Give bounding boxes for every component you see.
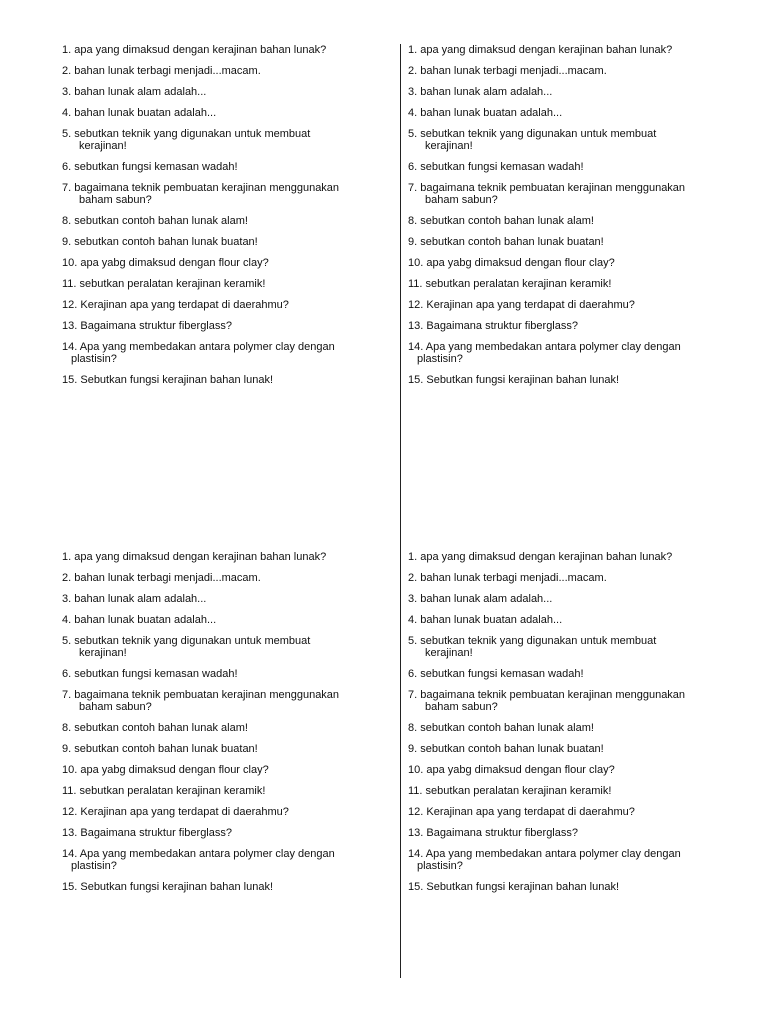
question-number: 1. <box>408 551 418 563</box>
question-number: 9. <box>62 743 72 755</box>
question-item <box>62 215 392 227</box>
question-number: 5. <box>408 128 418 140</box>
question-list <box>62 44 392 386</box>
question-number: 4. <box>408 107 418 119</box>
question-item <box>62 236 392 248</box>
question-number: 7. <box>408 689 418 701</box>
question-number: 13. <box>62 320 78 332</box>
question-number: 1. <box>408 44 418 56</box>
question-text: sebutkan fungsi kemasan wadah! <box>74 161 238 173</box>
question-number: 14. <box>408 341 424 353</box>
question-block-bottom-right <box>408 551 738 902</box>
question-item <box>408 572 738 584</box>
question-text-continuation: kerajinan! <box>425 140 473 152</box>
question-text: apa yang dimaksud dengan kerajinan bahan lunak? <box>74 551 327 563</box>
question-item <box>408 743 738 755</box>
question-number: 11. <box>62 785 77 797</box>
question-block-top-left <box>62 44 392 395</box>
question-text: sebutkan contoh bahan lunak alam! <box>420 215 594 227</box>
question-item <box>62 764 392 776</box>
question-item <box>62 743 392 755</box>
question-text: Sebutkan fungsi kerajinan bahan lunak! <box>80 881 273 893</box>
question-text: bagaimana teknik pembuatan kerajinan menggunakan <box>74 689 340 701</box>
question-item <box>408 785 738 797</box>
question-text-continuation: kerajinan! <box>79 647 127 659</box>
question-text: sebutkan fungsi kemasan wadah! <box>420 668 584 680</box>
question-text: bahan lunak buatan adalah... <box>420 614 563 626</box>
question-text: Apa yang membedakan antara polymer clay dengan <box>425 848 681 860</box>
question-text-continuation: kerajinan! <box>425 647 473 659</box>
question-text: bagaimana teknik pembuatan kerajinan menggunakan <box>420 182 686 194</box>
question-text: sebutkan teknik yang digunakan untuk membuat <box>420 635 657 647</box>
question-number: 7. <box>62 182 72 194</box>
question-text: sebutkan contoh bahan lunak buatan! <box>74 743 258 755</box>
question-item <box>62 278 392 290</box>
question-number: 12. <box>62 299 78 311</box>
question-number: 15. <box>62 881 78 893</box>
question-text: sebutkan peralatan kerajinan keramik! <box>425 785 612 797</box>
question-text-continuation: plastisin? <box>71 353 117 365</box>
question-number: 10. <box>408 764 424 776</box>
question-number: 12. <box>62 806 78 818</box>
question-number: 11. <box>408 785 423 797</box>
question-text-continuation: baham sabun? <box>425 194 498 206</box>
question-number: 3. <box>408 593 418 605</box>
question-text: Kerajinan apa yang terdapat di daerahmu? <box>80 299 289 311</box>
question-text: sebutkan contoh bahan lunak alam! <box>74 722 248 734</box>
question-item <box>408 236 738 248</box>
question-number: 8. <box>408 722 418 734</box>
question-number: 7. <box>408 182 418 194</box>
question-item <box>408 44 738 56</box>
question-item <box>408 668 738 680</box>
question-text: sebutkan fungsi kemasan wadah! <box>420 161 584 173</box>
question-text: sebutkan contoh bahan lunak buatan! <box>420 236 604 248</box>
question-number: 6. <box>62 668 72 680</box>
question-item <box>408 161 738 173</box>
question-number: 14. <box>62 341 78 353</box>
question-item <box>62 341 392 365</box>
question-number: 3. <box>408 86 418 98</box>
question-text-continuation: plastisin? <box>417 860 463 872</box>
question-item <box>408 65 738 77</box>
question-text: Bagaimana struktur fiberglass? <box>426 827 578 839</box>
question-text: bagaimana teknik pembuatan kerajinan menggunakan <box>420 689 686 701</box>
question-number: 7. <box>62 689 72 701</box>
question-number: 12. <box>408 806 424 818</box>
question-text: Apa yang membedakan antara polymer clay dengan <box>425 341 681 353</box>
question-item <box>62 44 392 56</box>
question-text: sebutkan contoh bahan lunak buatan! <box>420 743 604 755</box>
question-number: 10. <box>62 257 78 269</box>
question-text: Kerajinan apa yang terdapat di daerahmu? <box>426 806 635 818</box>
question-text: sebutkan contoh bahan lunak buatan! <box>74 236 258 248</box>
question-text: apa yang dimaksud dengan kerajinan bahan lunak? <box>420 551 673 563</box>
question-item <box>62 614 392 626</box>
question-number: 15. <box>408 374 424 386</box>
question-item <box>408 299 738 311</box>
question-item <box>62 128 392 152</box>
question-number: 2. <box>62 572 72 584</box>
question-text-continuation: baham sabun? <box>79 701 152 713</box>
question-item <box>62 320 392 332</box>
question-item <box>408 593 738 605</box>
question-text: Kerajinan apa yang terdapat di daerahmu? <box>80 806 289 818</box>
question-item <box>408 341 738 365</box>
question-item <box>408 827 738 839</box>
question-text: Bagaimana struktur fiberglass? <box>80 827 232 839</box>
question-list <box>62 551 392 893</box>
question-item <box>408 722 738 734</box>
question-item <box>62 593 392 605</box>
question-item <box>408 107 738 119</box>
question-item <box>62 572 392 584</box>
question-text: Kerajinan apa yang terdapat di daerahmu? <box>426 299 635 311</box>
question-text: sebutkan fungsi kemasan wadah! <box>74 668 238 680</box>
question-number: 10. <box>62 764 78 776</box>
question-text: apa yang dimaksud dengan kerajinan bahan lunak? <box>74 44 327 56</box>
vertical-divider-line <box>400 44 401 978</box>
question-number: 12. <box>408 299 424 311</box>
question-number: 13. <box>408 827 424 839</box>
question-text: bahan lunak terbagi menjadi...macam. <box>74 65 261 77</box>
question-item <box>62 827 392 839</box>
question-number: 8. <box>62 215 72 227</box>
question-number: 6. <box>408 668 418 680</box>
question-item <box>408 128 738 152</box>
question-text: bahan lunak buatan adalah... <box>74 107 217 119</box>
question-item <box>62 668 392 680</box>
question-number: 4. <box>62 614 72 626</box>
question-text: sebutkan peralatan kerajinan keramik! <box>425 278 612 290</box>
question-text: Bagaimana struktur fiberglass? <box>426 320 578 332</box>
question-item <box>408 689 738 713</box>
question-item <box>62 806 392 818</box>
question-text-continuation: plastisin? <box>71 860 117 872</box>
question-item <box>408 806 738 818</box>
question-number: 15. <box>62 374 78 386</box>
question-number: 5. <box>62 128 72 140</box>
question-text: bahan lunak buatan adalah... <box>74 614 217 626</box>
question-number: 14. <box>62 848 78 860</box>
question-item <box>62 161 392 173</box>
question-text: sebutkan peralatan kerajinan keramik! <box>79 785 266 797</box>
question-text: apa yabg dimaksud dengan flour clay? <box>426 257 615 269</box>
question-item <box>408 278 738 290</box>
question-block-bottom-left <box>62 551 392 902</box>
question-number: 2. <box>408 65 418 77</box>
question-text: bahan lunak alam adalah... <box>420 593 553 605</box>
question-text: bahan lunak terbagi menjadi...macam. <box>74 572 261 584</box>
question-item <box>62 257 392 269</box>
question-item <box>408 86 738 98</box>
question-text: bahan lunak terbagi menjadi...macam. <box>420 65 607 77</box>
question-text: bagaimana teknik pembuatan kerajinan menggunakan <box>74 182 340 194</box>
question-text: sebutkan teknik yang digunakan untuk membuat <box>74 635 311 647</box>
question-text: apa yabg dimaksud dengan flour clay? <box>80 257 269 269</box>
question-number: 3. <box>62 86 72 98</box>
question-number: 2. <box>62 65 72 77</box>
question-item <box>62 86 392 98</box>
question-text: Apa yang membedakan antara polymer clay dengan <box>79 341 335 353</box>
question-number: 5. <box>408 635 418 647</box>
question-number: 5. <box>62 635 72 647</box>
question-text: apa yang dimaksud dengan kerajinan bahan lunak? <box>420 44 673 56</box>
question-number: 10. <box>408 257 424 269</box>
question-item <box>408 551 738 563</box>
question-text: sebutkan contoh bahan lunak alam! <box>74 215 248 227</box>
question-item <box>62 65 392 77</box>
question-text-continuation: baham sabun? <box>79 194 152 206</box>
question-text: Sebutkan fungsi kerajinan bahan lunak! <box>426 881 619 893</box>
question-text: bahan lunak buatan adalah... <box>420 107 563 119</box>
question-item <box>408 635 738 659</box>
question-text: Sebutkan fungsi kerajinan bahan lunak! <box>426 374 619 386</box>
question-text: apa yabg dimaksud dengan flour clay? <box>426 764 615 776</box>
question-number: 15. <box>408 881 424 893</box>
question-item <box>408 764 738 776</box>
question-item <box>62 299 392 311</box>
question-item <box>408 257 738 269</box>
question-number: 1. <box>62 551 72 563</box>
question-text: Sebutkan fungsi kerajinan bahan lunak! <box>80 374 273 386</box>
question-item <box>408 614 738 626</box>
question-item <box>408 374 738 386</box>
question-text: sebutkan contoh bahan lunak alam! <box>420 722 594 734</box>
question-item <box>62 722 392 734</box>
question-number: 8. <box>408 215 418 227</box>
question-item <box>408 320 738 332</box>
question-text: bahan lunak alam adalah... <box>420 86 553 98</box>
question-number: 9. <box>408 236 418 248</box>
question-number: 4. <box>62 107 72 119</box>
question-number: 6. <box>62 161 72 173</box>
question-text: bahan lunak alam adalah... <box>74 86 207 98</box>
question-item <box>408 881 738 893</box>
question-item <box>62 182 392 206</box>
question-text: Apa yang membedakan antara polymer clay dengan <box>79 848 335 860</box>
question-block-top-right <box>408 44 738 395</box>
question-item <box>62 785 392 797</box>
question-list <box>408 551 738 893</box>
question-number: 13. <box>408 320 424 332</box>
question-text: sebutkan teknik yang digunakan untuk membuat <box>74 128 311 140</box>
question-text: sebutkan peralatan kerajinan keramik! <box>79 278 266 290</box>
question-item <box>62 551 392 563</box>
question-text: bahan lunak alam adalah... <box>74 593 207 605</box>
question-text-continuation: kerajinan! <box>79 140 127 152</box>
question-item <box>62 635 392 659</box>
question-number: 9. <box>408 743 418 755</box>
question-item <box>62 107 392 119</box>
question-item <box>62 881 392 893</box>
question-item <box>408 215 738 227</box>
question-list <box>408 44 738 386</box>
question-text: sebutkan teknik yang digunakan untuk membuat <box>420 128 657 140</box>
question-text: bahan lunak terbagi menjadi...macam. <box>420 572 607 584</box>
question-number: 14. <box>408 848 424 860</box>
question-number: 8. <box>62 722 72 734</box>
question-text-continuation: plastisin? <box>417 353 463 365</box>
question-number: 1. <box>62 44 72 56</box>
question-text: Bagaimana struktur fiberglass? <box>80 320 232 332</box>
question-number: 9. <box>62 236 72 248</box>
question-number: 3. <box>62 593 72 605</box>
question-number: 4. <box>408 614 418 626</box>
question-number: 13. <box>62 827 78 839</box>
question-item <box>408 182 738 206</box>
question-text: apa yabg dimaksud dengan flour clay? <box>80 764 269 776</box>
question-number: 11. <box>408 278 423 290</box>
question-number: 6. <box>408 161 418 173</box>
question-number: 2. <box>408 572 418 584</box>
question-item <box>62 689 392 713</box>
question-number: 11. <box>62 278 77 290</box>
question-item <box>62 848 392 872</box>
question-item <box>62 374 392 386</box>
question-text-continuation: baham sabun? <box>425 701 498 713</box>
question-item <box>408 848 738 872</box>
